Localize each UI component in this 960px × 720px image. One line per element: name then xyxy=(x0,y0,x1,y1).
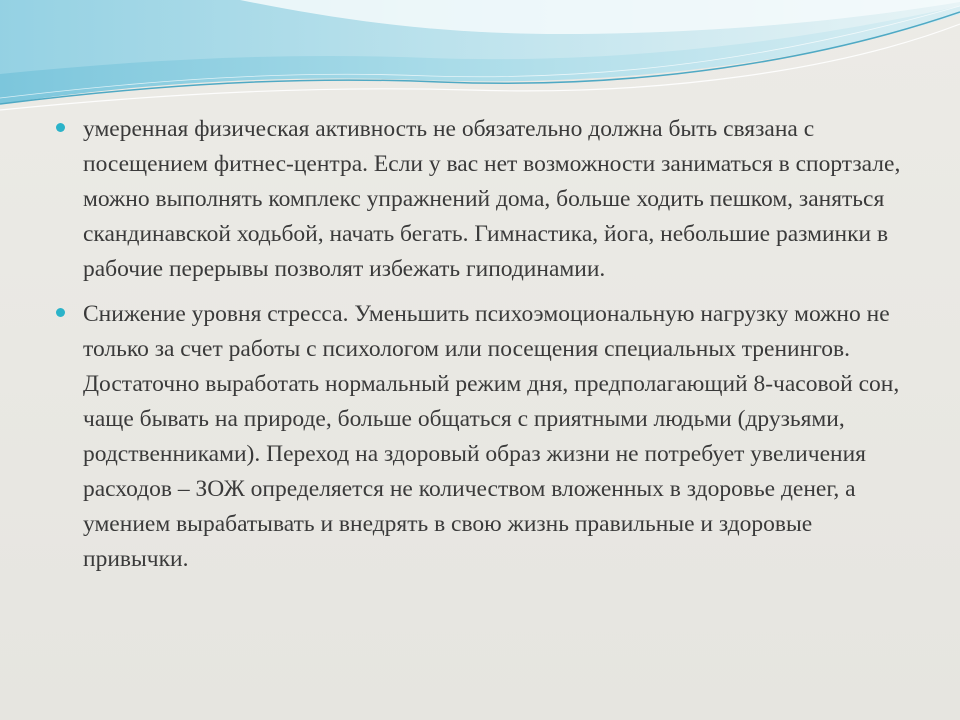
bullet-point-icon xyxy=(56,308,65,317)
wave-header-decoration xyxy=(0,0,960,120)
bullet-item xyxy=(56,112,916,287)
bullet-text: Снижение уровня стресса. Уменьшить психоэмоциональную нагрузку можно не только за счет работы с психологом или посещения специальных тренингов. Достаточно выработать нормальный режим дня, предполагающий 8-часовой сон, чаще бывать на природе, больше общаться с приятными людьми (друзьями, родственниками). Переход на здоровый образ жизни не потребует увеличения расходов – ЗОЖ определяется не количеством вложенных в здоровье денег, а умением вырабатывать и внедрять в свою жизнь правильные и здоровые привычки. xyxy=(83,301,900,572)
bullet-point-icon xyxy=(56,123,65,132)
slide-content xyxy=(56,112,916,587)
bullet-text: умеренная физическая активность не обязательно должна быть связана с посещением фитнес-центра. Если у вас нет возможности заниматься в спортзале, можно выполнять комплекс упражнений дома, больше ходить пешком, заняться скандинавской ходьбой, начать бегать. Гимнастика, йога, небольшие разминки в рабочие перерывы позволят избежать гиподинамии. xyxy=(83,116,901,282)
bullet-item xyxy=(56,297,916,577)
